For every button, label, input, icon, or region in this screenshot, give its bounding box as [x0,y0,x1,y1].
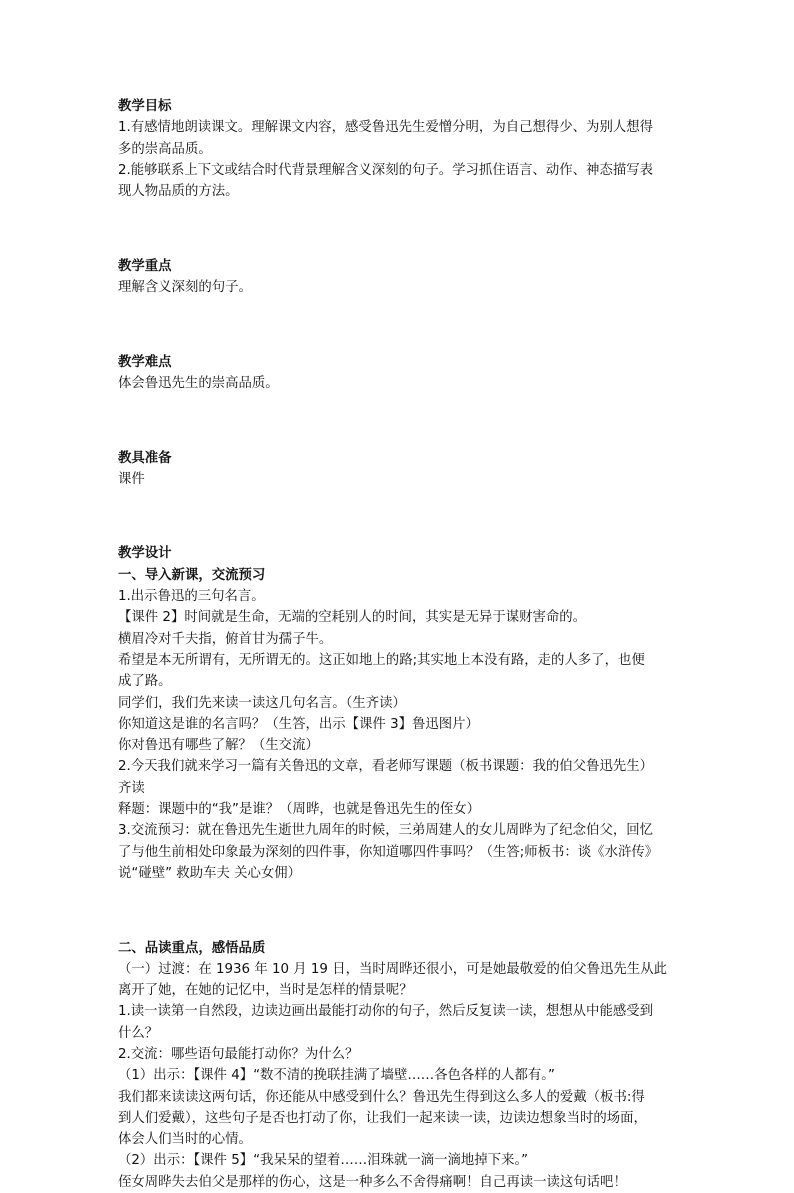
blank-line [118,218,678,239]
text-line: 课件 [118,471,145,487]
text-line: 齐读 [118,780,145,796]
text-line: 体会人们当时的心情。 [118,1132,252,1148]
text-line: 什么？ [118,1025,159,1041]
section-heading: 一、导入新课，交流预习 [118,567,266,583]
text-line: 你对鲁迅有哪些了解？（生交流） [118,738,319,754]
section-heading: 教学设计 [118,546,172,562]
text-line: 说“碰壁” 救助车夫 关心女佣） [118,865,302,881]
text-line: 侄女周晔失去伯父是那样的伤心，这是一种多么不舍得痛啊！自己再读一读这句话吧！ [118,1174,627,1190]
blank-line [118,506,678,527]
text-line: 2.能够联系上下文或结合时代背景理解含义深刻的句子。学习抓住语言、动作、神态描写表 [118,162,654,178]
text-line: 现人物品质的方法。 [118,184,239,200]
section-heading: 二、品读重点，感悟品质 [118,940,266,956]
text-line: 希望是本无所谓有，无所谓无的。这正如地上的路;其实地上本没有路，走的人多了，也便 [118,652,645,668]
text-line: 释题：课题中的“我”是谁？（周晔，也就是鲁迅先生的侄女） [118,802,481,818]
text-line: （2）出示：【课件 5】“我呆呆的望着……泪珠就一滴一滴地掉下来。” [118,1153,529,1169]
section-heading: 教学重点 [118,258,172,274]
text-line: 体会鲁迅先生的崇高品质。 [118,375,279,391]
text-line: 理解含义深刻的句子。 [118,280,252,296]
blank-line [118,314,678,335]
text-line: 多的崇高品质。 [118,141,212,157]
text-line: 3.交流预习：就在鲁迅先生逝世九周年的时候，三弟周建人的女儿周晔为了纪念伯父，回忆 [118,823,654,839]
document-page [118,96,678,1193]
text-line: 离开了她，在她的记忆中，当时是怎样的情景呢？ [118,983,413,999]
text-line: 横眉冷对千夫指，俯首甘为孺子牛。 [118,631,333,647]
text-line: 1.有感情地朗读课文。理解课文内容，感受鲁迅先生爱憎分明，为自己想得少、为别人想得 [118,120,654,136]
text-line: 1.出示鲁迅的三句名言。 [118,589,265,605]
text-line: 同学们，我们先来读一读这几句名言。（生齐读） [118,695,406,711]
text-line: 2.今天我们就来学习一篇有关鲁迅的文章，看老师写课题（板书课题：我的伯父鲁迅先生） [118,759,654,775]
blank-line [118,900,678,921]
text-line: 2.交流：哪些语句最能打动你？为什么？ [118,1046,359,1062]
text-line: 1.读一读第一自然段，边读边画出最能打动你的句子，然后反复读一读，想想从中能感受到 [118,1004,654,1020]
text-line: 我们都来读读这两句话，你还能从中感受到什么？鲁迅先生得到这么多人的爱戴（板书:得 [118,1089,645,1105]
text-line: 成了路。 [118,674,172,690]
text-line: 到人们爱戴），这些句子是否也打动了你，让我们一起来读一读，边读边想象当时的场面， [118,1110,647,1126]
text-line: 【课件 2】时间就是生命，无端的空耗别人的时间，其实是无异于谋财害命的。 [118,610,587,626]
section-heading: 教具准备 [118,450,172,466]
text-line: 了与他生前相处印象最为深刻的四件事，你知道哪四件事吗？（生答;师板书：谈《水浒传》 [118,844,659,860]
blank-line [118,410,678,431]
text-line: （一）过渡：在 1936 年 10 月 19 日，当时周晔还很小，可是她最敬爱的伯父鲁迅先生从此 [118,961,667,977]
section-heading: 教学目标 [118,99,172,114]
text-line: 你知道这是谁的名言吗？（生答，出示【课件 3】鲁迅图片） [118,716,479,732]
section-heading: 教学难点 [118,354,172,370]
text-line: （1）出示：【课件 4】“数不清的挽联挂满了墙壁……各色各样的人都有。” [118,1068,555,1084]
